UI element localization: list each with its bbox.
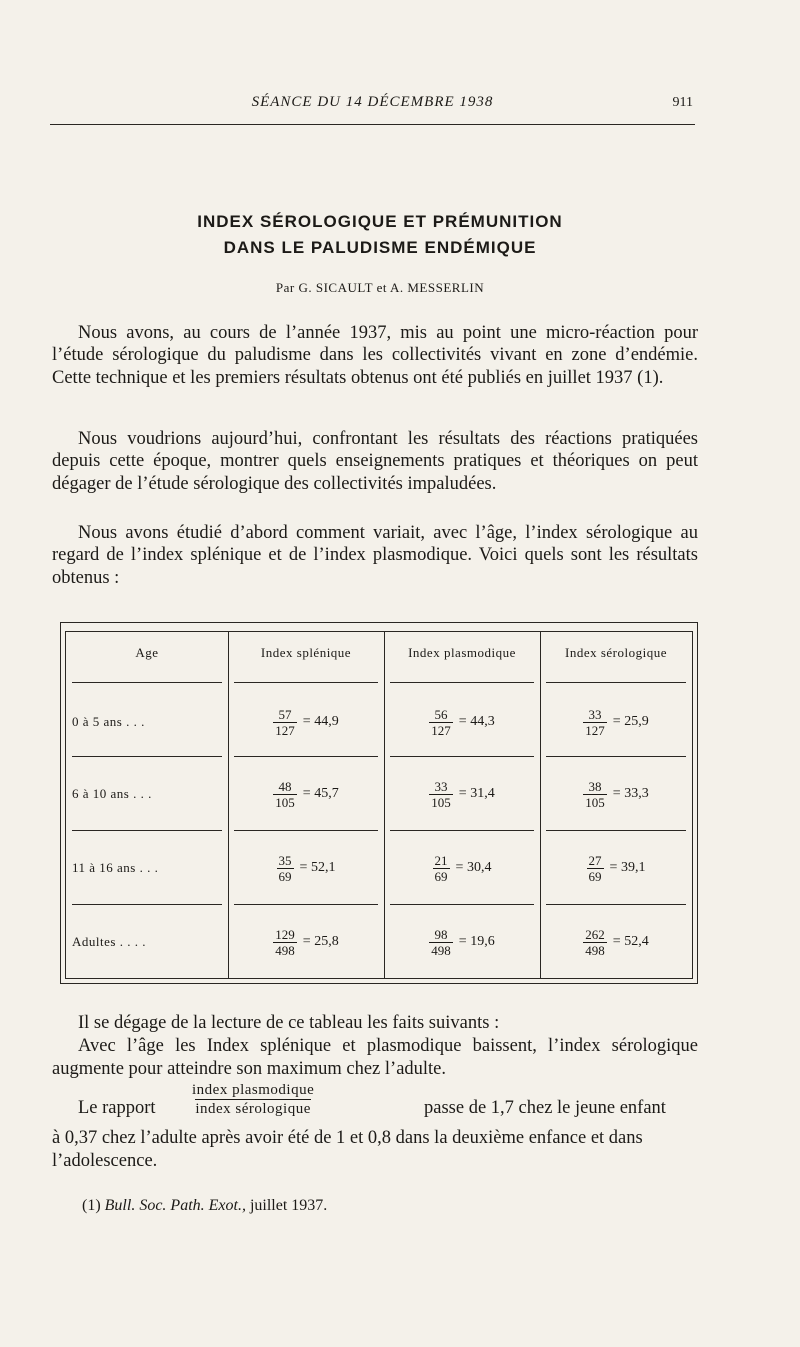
paragraph-1: Nous avons, au cours de l’année 1937, mis au point une micro-réaction pour l’étude sérologique du paludisme dans les collectivités vivant en zone d’endémie. Cette technique et les premiers résultats obtenus ont été publiés en juillet 1937 (1).: [52, 323, 698, 388]
fraction-numerator: 98: [434, 926, 448, 942]
table-cell: [384, 836, 540, 900]
page-number: 911: [672, 95, 693, 110]
table-row-rule: [234, 682, 378, 683]
table-header-plasmodique: Index plasmodique: [408, 645, 516, 660]
fraction-numerator: 27: [588, 852, 602, 868]
fraction-denominator: 105: [431, 794, 451, 810]
fraction-denominator: 127: [431, 722, 451, 738]
table-row-rule: [546, 830, 686, 831]
table-cell: [228, 836, 384, 900]
table-row-label: 0 à 5 ans . . .: [72, 714, 145, 729]
table-cell: [384, 690, 540, 754]
conclusion-line1: Il se dégage de la lecture de ce tableau les faits suivants :: [78, 1013, 500, 1033]
fraction-denominator: 498: [585, 942, 605, 958]
fraction-numerator: 33: [434, 778, 448, 794]
table-cell: [384, 910, 540, 974]
table-row-rule: [546, 682, 686, 683]
running-title: SÉANCE DU 14 DÉCEMBRE 1938: [251, 94, 494, 110]
paragraph-3: Nous avons étudié d’abord comment variait, avec l’âge, l’index sérologique au regard de l’index splénique et de l’index plasmodique. Voici quels sont les résultats obtenus :: [52, 523, 698, 588]
footnote-marker: (1): [82, 1197, 101, 1214]
fraction-numerator: 56: [434, 706, 448, 722]
table-row-rule: [72, 830, 222, 831]
table-cell: [228, 762, 384, 826]
ratio-denominator: index sérologique: [195, 1101, 311, 1117]
article-title-line1: INDEX SÉROLOGIQUE ET PRÉMUNITION: [197, 212, 563, 231]
fraction-numerator: 262: [585, 926, 605, 942]
table-row-rule: [546, 904, 686, 905]
fraction-denominator: 69: [588, 868, 602, 884]
fraction-denominator: 105: [275, 794, 295, 810]
fraction-numerator: 21: [434, 852, 448, 868]
table-cell: [228, 910, 384, 974]
fraction-numerator: 38: [588, 778, 602, 794]
table-row-rule: [390, 904, 534, 905]
table-row-rule: [72, 682, 222, 683]
footnote: [82, 1197, 327, 1215]
article-title-line2: DANS LE PALUDISME ENDÉMIQUE: [223, 238, 537, 257]
running-head: [50, 92, 695, 122]
table-value: = 25,8: [302, 934, 339, 949]
conclusion-line4: à 0,37 chez l’adulte après avoir été de 1 et 0,8 dans la deuxième enfance et dans l’adolescence.: [52, 1128, 643, 1171]
table-header-splenique: Index splénique: [260, 645, 352, 660]
table-row-label: 6 à 10 ans . . .: [72, 786, 152, 801]
footnote-source: Bull. Soc. Path. Exot.,: [104, 1197, 246, 1214]
table-value: = 33,3: [612, 786, 649, 801]
table-value: = 52,4: [612, 934, 649, 949]
table-row-label: 11 à 16 ans . . .: [72, 860, 159, 875]
table-value: = 25,9: [612, 714, 649, 729]
table-value: = 31,4: [458, 786, 495, 801]
table-row-label: Adultes . . . .: [72, 934, 146, 949]
table-row-rule: [390, 830, 534, 831]
fraction-numerator: 57: [278, 706, 292, 722]
table-row-rule: [72, 904, 222, 905]
results-table: [60, 622, 698, 984]
table-row-rule: [234, 904, 378, 905]
table-cell: [540, 762, 692, 826]
fraction-denominator: 127: [275, 722, 295, 738]
table-cell: [384, 762, 540, 826]
table-cell: [540, 836, 692, 900]
ratio-tail: passe de 1,7 chez le jeune enfant: [424, 1098, 666, 1118]
table-row-rule: [390, 756, 534, 757]
table-cell: [540, 690, 692, 754]
results-table-inner: [65, 631, 693, 979]
conclusion-line2: Avec l’âge les Index splénique et plasmodique baissent, l’index sérologique augmente pour atteindre son maximum chez l’adulte.: [52, 1036, 698, 1079]
fraction-denominator: 127: [585, 722, 605, 738]
fraction-numerator: 48: [278, 778, 292, 794]
table-value: = 19,6: [458, 934, 495, 949]
table-cell: [540, 910, 692, 974]
table-value: = 45,7: [302, 786, 339, 801]
table-value: = 44,3: [458, 714, 495, 729]
paragraph-2: Nous voudrions aujourd’hui, confrontant les résultats des réactions pratiquées depuis cette époque, montrer quels enseignements pratiques et théoriques on peut dégager de l’étude sérologique des collectivités impaludées.: [52, 429, 698, 494]
table-row-rule: [72, 756, 222, 757]
table-value: = 30,4: [455, 860, 492, 875]
fraction-numerator: 35: [278, 852, 292, 868]
authors: Par G. SICAULT et A. MESSERLIN: [275, 280, 485, 295]
table-header-serologique: Index sérologique: [564, 645, 667, 660]
fraction-denominator: 69: [434, 868, 448, 884]
ratio-sentence: [52, 1082, 698, 1132]
table-cell: [228, 690, 384, 754]
table-value: = 44,9: [302, 714, 339, 729]
table-header-age: Age: [135, 645, 159, 660]
table-row-rule: [546, 756, 686, 757]
fraction-denominator: 498: [431, 942, 451, 958]
fraction-denominator: 69: [278, 868, 292, 884]
ratio-lead: Le rapport: [78, 1098, 156, 1118]
table-row-rule: [234, 830, 378, 831]
fraction-numerator: 33: [588, 706, 602, 722]
table-row-rule: [234, 756, 378, 757]
footnote-date: juillet 1937.: [249, 1197, 328, 1214]
table-value: = 39,1: [609, 860, 646, 875]
fraction-denominator: 105: [585, 794, 605, 810]
fraction-denominator: 498: [275, 942, 295, 958]
ratio-fraction: [192, 1082, 314, 1118]
table-value: = 52,1: [299, 860, 336, 875]
fraction-numerator: 129: [275, 926, 295, 942]
ratio-numerator: index plasmodique: [192, 1082, 315, 1098]
table-row-rule: [390, 682, 534, 683]
header-rule: [50, 124, 695, 125]
